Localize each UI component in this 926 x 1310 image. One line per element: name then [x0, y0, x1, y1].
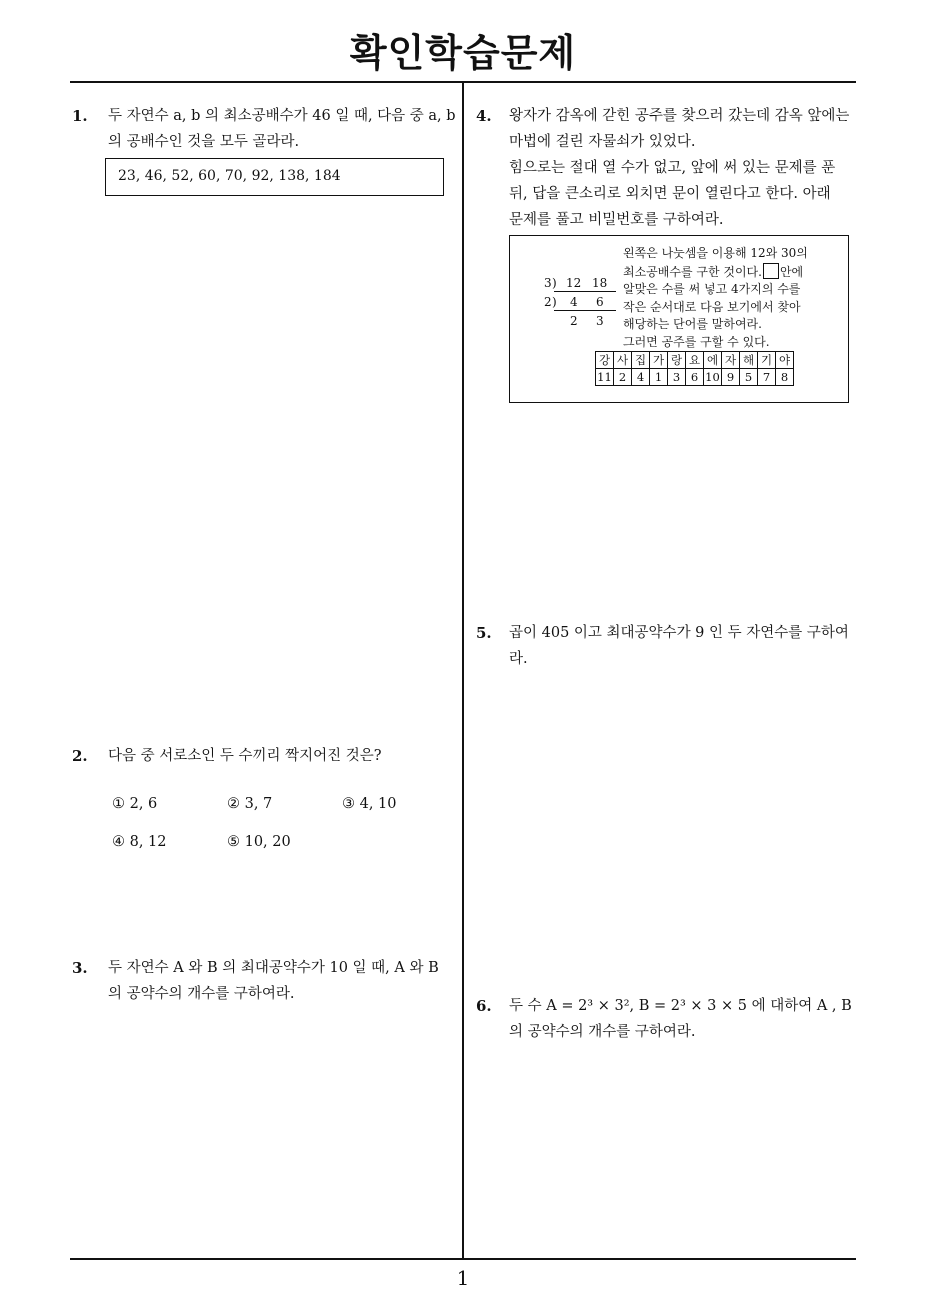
page-title: 확인학습문제: [349, 31, 577, 75]
number-cell: 7: [758, 369, 776, 386]
question-text-line: 두 수 A = 2³ × 3², B = 2³ × 3 × 5 에 대하여 A , B: [509, 998, 852, 1014]
number-cell: 1: [650, 369, 668, 386]
letter-cell: 가: [650, 352, 668, 369]
number-cell: 2: [614, 369, 632, 386]
ladder-value: 6: [596, 295, 604, 309]
choice-4[interactable]: ④ 8, 12: [112, 834, 167, 850]
choice-5[interactable]: ⑤ 10, 20: [227, 834, 291, 850]
answer-blank[interactable]: [763, 263, 779, 279]
number-row: [596, 369, 794, 386]
question-text-line: 의 공약수의 개수를 구하여라.: [108, 986, 295, 1002]
ladder-line: [554, 291, 616, 292]
letter-cell: 요: [686, 352, 704, 369]
letter-cell: 야: [776, 352, 794, 369]
question-text-line: 두 자연수 A 와 B 의 최대공약수가 10 일 때, A 와 B: [108, 960, 439, 976]
question-number: 1.: [72, 107, 88, 125]
number-cell: 5: [740, 369, 758, 386]
divisor: 3: [544, 276, 552, 290]
instruction-line: 그러면 공주를 구할 수 있다.: [623, 334, 770, 349]
question-number: 4.: [476, 107, 492, 125]
question-text-line: 라.: [509, 651, 528, 667]
divisor: 2: [544, 295, 552, 309]
question-number: 2.: [72, 747, 88, 765]
number-cell: 3: [668, 369, 686, 386]
question-text-line: 의 공배수인 것을 모두 골라라.: [108, 134, 300, 150]
bottom-rule: [70, 1258, 856, 1260]
choice-1[interactable]: ① 2, 6: [112, 796, 158, 812]
question-number: 3.: [72, 959, 88, 977]
question-number: 6.: [476, 997, 492, 1015]
instruction-line: 작은 순서대로 다음 보기에서 찾아: [623, 299, 801, 314]
ladder-paren: ): [552, 295, 557, 309]
instruction-text: 최소공배수를 구한 것이다.: [623, 264, 762, 279]
question-text-line: 마법에 걸린 자물쇠가 있었다.: [509, 134, 696, 150]
letter-cell: 에: [704, 352, 722, 369]
ladder-value: 2: [570, 314, 578, 328]
instruction-line: [623, 263, 808, 282]
question-text-line: 두 자연수 a, b 의 최소공배수가 46 일 때, 다음 중 a, b: [108, 108, 456, 124]
number-list-box: 23, 46, 52, 60, 70, 92, 138, 184: [105, 158, 444, 196]
choice-2[interactable]: ② 3, 7: [227, 796, 273, 812]
question-text-line: 의 공약수의 개수를 구하여라.: [509, 1024, 696, 1040]
ladder-value: 18: [592, 276, 608, 290]
letter-cell: 랑: [668, 352, 686, 369]
number-cell: 6: [686, 369, 704, 386]
page-number: 1: [456, 1266, 470, 1290]
instruction-line: 해당하는 단어를 말하여라.: [623, 317, 762, 331]
question-text-line: 다음 중 서로소인 두 수끼리 짝지어진 것은?: [108, 748, 382, 764]
letter-cell: 기: [758, 352, 776, 369]
puzzle-box: [509, 235, 849, 403]
code-table: [595, 351, 794, 386]
letter-cell: 해: [740, 352, 758, 369]
question-text-line: 힘으로는 절대 열 수가 없고, 앞에 써 있는 문제를 푼: [509, 160, 836, 176]
question-text-line: 왕자가 감옥에 갇힌 공주를 찾으러 갔는데 감옥 앞에는: [509, 108, 850, 124]
letter-cell: 집: [632, 352, 650, 369]
ladder-value: 12: [566, 276, 582, 290]
ladder-value: 3: [596, 314, 604, 328]
division-ladder: [540, 276, 620, 336]
ladder-value: 4: [570, 295, 578, 309]
choice-3[interactable]: ③ 4, 10: [342, 796, 397, 812]
instruction-line: 왼쪽은 나눗셈을 이용해 12와 30의: [623, 246, 808, 260]
number-cell: 4: [632, 369, 650, 386]
letter-cell: 강: [596, 352, 614, 369]
number-cell: 11: [597, 370, 612, 384]
question-text-line: 문제를 풀고 비밀번호를 구하여라.: [509, 212, 724, 228]
ladder-line: [554, 310, 616, 311]
letter-row: [596, 352, 794, 369]
instruction-line: 알맞은 수를 써 넣고 4가지의 수를: [623, 282, 801, 296]
question-text-line: 뒤, 답을 큰소리로 외치면 문이 열린다고 한다. 아래: [509, 186, 831, 202]
question-text-line: 곱이 405 이고 최대공약수가 9 인 두 자연수를 구하여: [509, 625, 849, 641]
puzzle-instructions: [623, 245, 808, 351]
number-cell: 8: [776, 369, 794, 386]
letter-cell: 자: [722, 352, 740, 369]
instruction-text: 안에: [779, 264, 804, 279]
number-cell: 10: [705, 370, 720, 384]
letter-cell: 사: [614, 352, 632, 369]
number-cell: 9: [722, 369, 740, 386]
ladder-paren: ): [552, 276, 557, 290]
question-number: 5.: [476, 624, 492, 642]
column-divider: [462, 82, 464, 1258]
